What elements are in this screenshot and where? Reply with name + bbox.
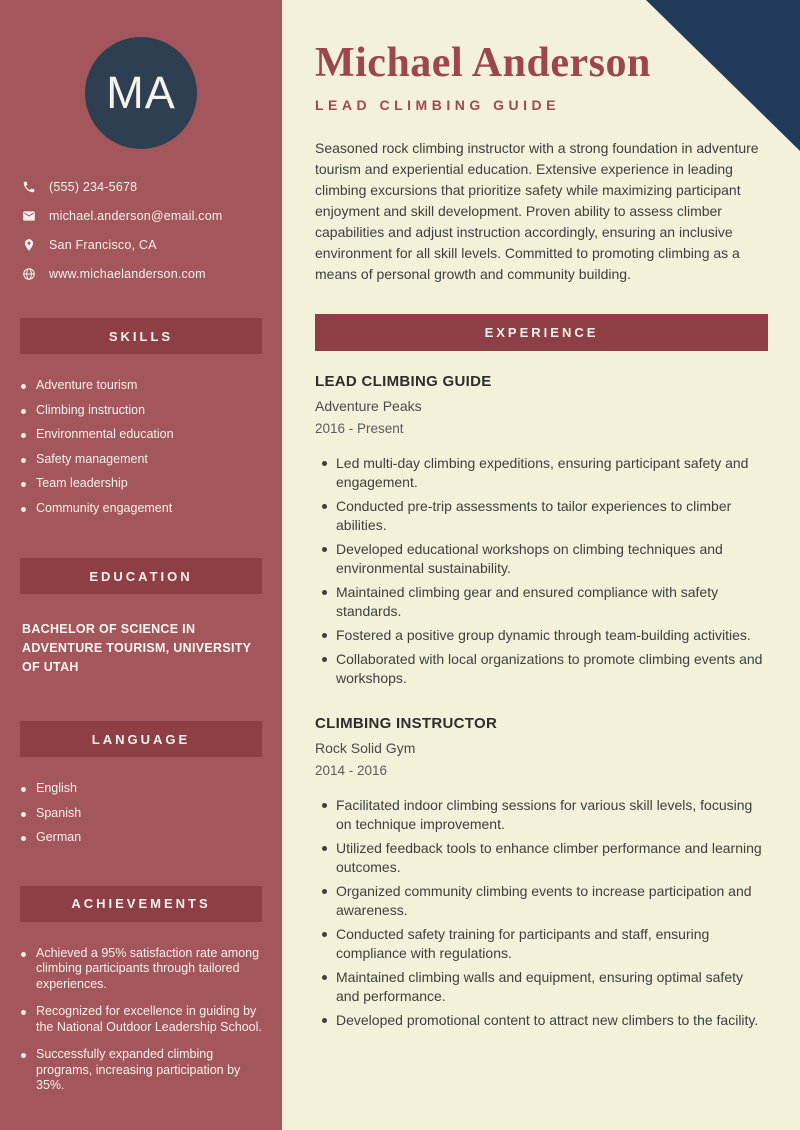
phone-icon bbox=[22, 180, 36, 194]
website-url: www.michaelanderson.com bbox=[49, 267, 206, 281]
skills-list bbox=[36, 378, 262, 516]
job-bullet: Utilized feedback tools to enhance climber performance and learning outcomes. bbox=[336, 839, 768, 877]
job-entry bbox=[315, 715, 768, 1030]
contact-phone bbox=[22, 179, 282, 195]
language-item: German bbox=[36, 830, 262, 846]
phone-number: (555) 234-5678 bbox=[49, 180, 138, 194]
language-item: English bbox=[36, 781, 262, 797]
language-title: LANGUAGE bbox=[91, 731, 191, 747]
education-degree: BACHELOR OF SCIENCE IN ADVENTURE TOURISM, UNIVERSITY OF UTAH bbox=[22, 622, 252, 674]
job-bullet: Organized community climbing events to increase participation and awareness. bbox=[336, 882, 768, 920]
contact-section bbox=[22, 179, 282, 282]
job-entry bbox=[315, 373, 768, 688]
skills-section-header bbox=[20, 318, 262, 354]
skill-item: Team leadership bbox=[36, 476, 262, 492]
skill-item: Community engagement bbox=[36, 501, 262, 517]
job-bullet: Fostered a positive group dynamic through team-building activities. bbox=[336, 626, 768, 645]
achievements-title: ACHIEVEMENTS bbox=[71, 896, 211, 911]
avatar-initials: MA bbox=[106, 67, 176, 118]
achievements-list bbox=[36, 946, 262, 1094]
job-bullet: Developed promotional content to attract new climbers to the facility. bbox=[336, 1011, 768, 1030]
job-dates: 2016 - Present bbox=[315, 421, 404, 436]
skill-item: Environmental education bbox=[36, 427, 262, 443]
experience-section-header bbox=[315, 314, 768, 351]
skills-title: SKILLS bbox=[108, 328, 174, 344]
location-pin-icon bbox=[22, 238, 36, 252]
experience-title: EXPERIENCE bbox=[484, 325, 599, 340]
sidebar bbox=[0, 0, 282, 1130]
candidate-name: Michael Anderson bbox=[315, 40, 651, 86]
achievement-item: Recognized for excellence in guiding by the National Outdoor Leadership School. bbox=[36, 1004, 262, 1034]
job-role: LEAD CLIMBING GUIDE bbox=[315, 373, 492, 390]
achievement-item: Achieved a 95% satisfaction rate among climbing participants through tailored experiences. bbox=[36, 946, 262, 993]
job-bullet: Conducted safety training for participants and staff, ensuring compliance with regulations. bbox=[336, 925, 768, 963]
language-item: Spanish bbox=[36, 806, 262, 822]
skill-item: Climbing instruction bbox=[36, 403, 262, 419]
job-bullet-list bbox=[336, 796, 768, 1030]
candidate-title: LEAD CLIMBING GUIDE bbox=[315, 97, 560, 113]
job-dates: 2014 - 2016 bbox=[315, 763, 388, 778]
language-list bbox=[36, 781, 262, 846]
job-bullet: Facilitated indoor climbing sessions for various skill levels, focusing on technique improvement. bbox=[336, 796, 768, 834]
achievements-section-header bbox=[20, 886, 262, 922]
avatar bbox=[85, 37, 197, 149]
email-address: michael.anderson@email.com bbox=[49, 209, 223, 223]
skill-item: Adventure tourism bbox=[36, 378, 262, 394]
email-icon bbox=[22, 209, 36, 223]
job-bullet: Led multi-day climbing expeditions, ensuring participant safety and engagement. bbox=[336, 454, 768, 492]
skill-item: Safety management bbox=[36, 452, 262, 468]
contact-website bbox=[22, 266, 282, 282]
professional-summary: Seasoned rock climbing instructor with a strong foundation in adventure tourism and experiential education. Extensive experience in leading climbing excursions that prioritize safety while maximizing participant enjoyment and skill development. Proven ability to assess climber capabilities and adjust instruction accordingly, ensuring an inclusive environment for all skill levels. Committed to promoting climbing as a means of personal growth and community building. bbox=[315, 140, 759, 282]
education-section-header bbox=[20, 558, 262, 594]
job-role: CLIMBING INSTRUCTOR bbox=[315, 715, 498, 732]
job-bullet: Developed educational workshops on climbing techniques and environmental sustainability. bbox=[336, 540, 768, 578]
job-company: Rock Solid Gym bbox=[315, 740, 416, 756]
location-text: San Francisco, CA bbox=[49, 238, 157, 252]
achievement-item: Successfully expanded climbing programs, increasing participation by 35%. bbox=[36, 1047, 262, 1094]
contact-email bbox=[22, 208, 282, 224]
main-content bbox=[282, 0, 800, 1130]
job-bullet: Maintained climbing gear and ensured compliance with safety standards. bbox=[336, 583, 768, 621]
job-bullet: Maintained climbing walls and equipment, ensuring optimal safety and performance. bbox=[336, 968, 768, 1006]
language-section-header bbox=[20, 721, 262, 757]
education-title: EDUCATION bbox=[89, 568, 193, 584]
job-bullet: Conducted pre-trip assessments to tailor experiences to climber abilities. bbox=[336, 497, 768, 535]
contact-location bbox=[22, 237, 282, 253]
job-bullet-list bbox=[336, 454, 768, 688]
job-bullet: Collaborated with local organizations to promote climbing events and workshops. bbox=[336, 650, 768, 688]
job-company: Adventure Peaks bbox=[315, 398, 422, 414]
globe-icon bbox=[22, 267, 36, 281]
